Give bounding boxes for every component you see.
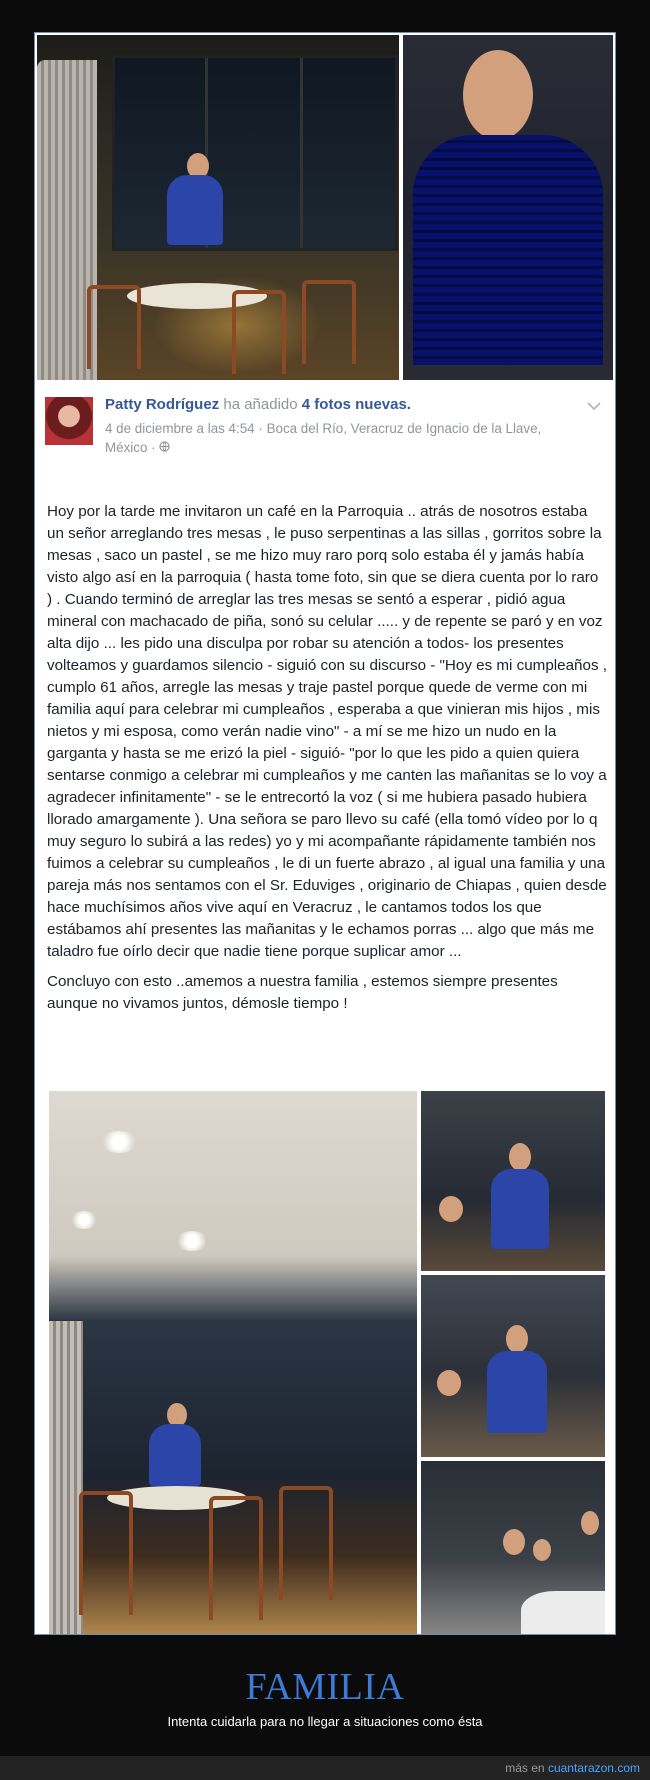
boy-head xyxy=(439,1196,463,1222)
man-portrait-photo[interactable] xyxy=(403,35,613,380)
boy-head xyxy=(533,1539,551,1561)
faded-text-line xyxy=(47,1083,587,1088)
meme-subtitle: Intenta cuidarla para no llegar a situaciones como ésta xyxy=(167,1714,483,1729)
ceiling-lamp xyxy=(99,1131,139,1153)
chair xyxy=(87,285,141,369)
chevron-down-icon[interactable] xyxy=(587,399,601,414)
post-paragraph: Concluyo con esto ..amemos a nuestra familia , estemos siempre presentes aunque no vivamos juntos, démosle tiempo ! xyxy=(47,973,558,1012)
chair xyxy=(79,1491,133,1615)
post-meta xyxy=(105,419,585,457)
action-text: ha añadido xyxy=(223,396,298,413)
grid-photo-small-2[interactable] xyxy=(421,1275,605,1457)
meme-card xyxy=(34,32,616,1635)
table xyxy=(521,1591,605,1635)
man-head xyxy=(463,50,533,140)
post-header xyxy=(35,387,616,477)
author-link[interactable]: Patty Rodríguez xyxy=(105,396,220,413)
pillar xyxy=(49,1321,83,1635)
window xyxy=(112,55,398,251)
globe-icon xyxy=(159,440,170,455)
meme-title: FAMILIA xyxy=(245,1666,405,1708)
ceiling-lamp xyxy=(174,1231,210,1251)
man-figure xyxy=(167,175,223,245)
grid-photo-small-3[interactable] xyxy=(421,1461,605,1635)
post-body xyxy=(47,501,607,1023)
man-head xyxy=(506,1325,528,1353)
man-figure xyxy=(491,1169,549,1249)
site-link[interactable]: cuantarazon.com xyxy=(547,1761,640,1775)
man-figure xyxy=(149,1424,201,1486)
avatar[interactable] xyxy=(45,397,93,445)
chair xyxy=(279,1486,333,1600)
man-head xyxy=(509,1143,531,1171)
more-prefix: más en xyxy=(505,1761,545,1775)
photos-link[interactable]: 4 fotos nuevas. xyxy=(301,396,411,413)
chair xyxy=(209,1496,263,1620)
chair xyxy=(302,280,356,364)
grid-photo-small-1[interactable] xyxy=(421,1091,605,1271)
meta-separator: · xyxy=(258,421,263,436)
restaurant-photo[interactable] xyxy=(37,35,399,380)
meta-separator: · xyxy=(151,440,156,455)
boy-head xyxy=(437,1370,461,1396)
post-location[interactable]: Boca del Río, Veracruz de Ignacio de la Llave, México xyxy=(105,421,542,455)
ceiling-lamp xyxy=(69,1211,99,1229)
man-head xyxy=(581,1511,599,1535)
man-head xyxy=(503,1529,525,1555)
post-paragraph: Hoy por la tarde me invitaron un café en la Parroquia .. atrás de nosotros estaba un señor arreglando tres mesas , le puso serpentinas a las sillas , gorritos sobre la mesas , saco un pastel , se me hizo muy raro porq solo estaba él y jamás había visto algo así en la parroquia ( hasta tome foto, sin que se diera cuenta por lo raro ) . Cuando terminó de arreglar las tres mesas se sentó a esperar , pidió agua mineral con machacado de piña, sonó su celular ..... y de repente se paró y en voz alta dijo ... les pido una disculpa por robar su atención a todos- los presentes volteamos y guardamos silencio - siguió con su discurso - "Hoy es mi cumpleaños , cumplo 61 años, arregle las mesas y traje pastel porque quede de verme con mi familia aquí para celebrar mi cumpleaños , esperaba a que vinieran mis hijos , mis nietos y mi esposa, como verán nadie vino" - a mí se me hizo un nudo en la garganta y hasta se me erizó la piel - siguió- "por lo que les pido a quien quiera sentarse conmigo a celebrar mi cumpleaños y me canten las mañanitas se lo voy a agradecer infinitamente" - se le entrecortó la voz ( si me hubiera pasado hubiera llorado amargamente ). Una señora se paro llevo su café (ella tomó vídeo por lo q muy seguro lo subirá a las redes) yo y mi acompañante rápidamente también nos fuimos a celebrar su cumpleaños , le di un fuerte abrazo , al igual una familia y una pareja más nos sentamos con el Sr. Eduviges , originario de Chiapas , quien desde hace muchísimos años vive aquí en Veracruz , le cantamos todos los que estábamos ahí presentes las mañanitas y le echamos porras ... algo que más me taladro fue oírlo decir que nadie tiene porque suplicar amor ... xyxy=(47,503,607,960)
top-photos xyxy=(37,35,613,380)
chair xyxy=(232,290,286,374)
more-link-text xyxy=(505,1761,640,1775)
man-figure xyxy=(487,1351,547,1433)
site-footer-bar xyxy=(0,1756,650,1780)
post-date[interactable]: 4 de diciembre a las 4:54 xyxy=(105,421,255,436)
photo-grid xyxy=(49,1091,605,1635)
post-title xyxy=(105,396,411,413)
grid-photo-large[interactable] xyxy=(49,1091,417,1635)
man-shirt xyxy=(413,135,603,365)
